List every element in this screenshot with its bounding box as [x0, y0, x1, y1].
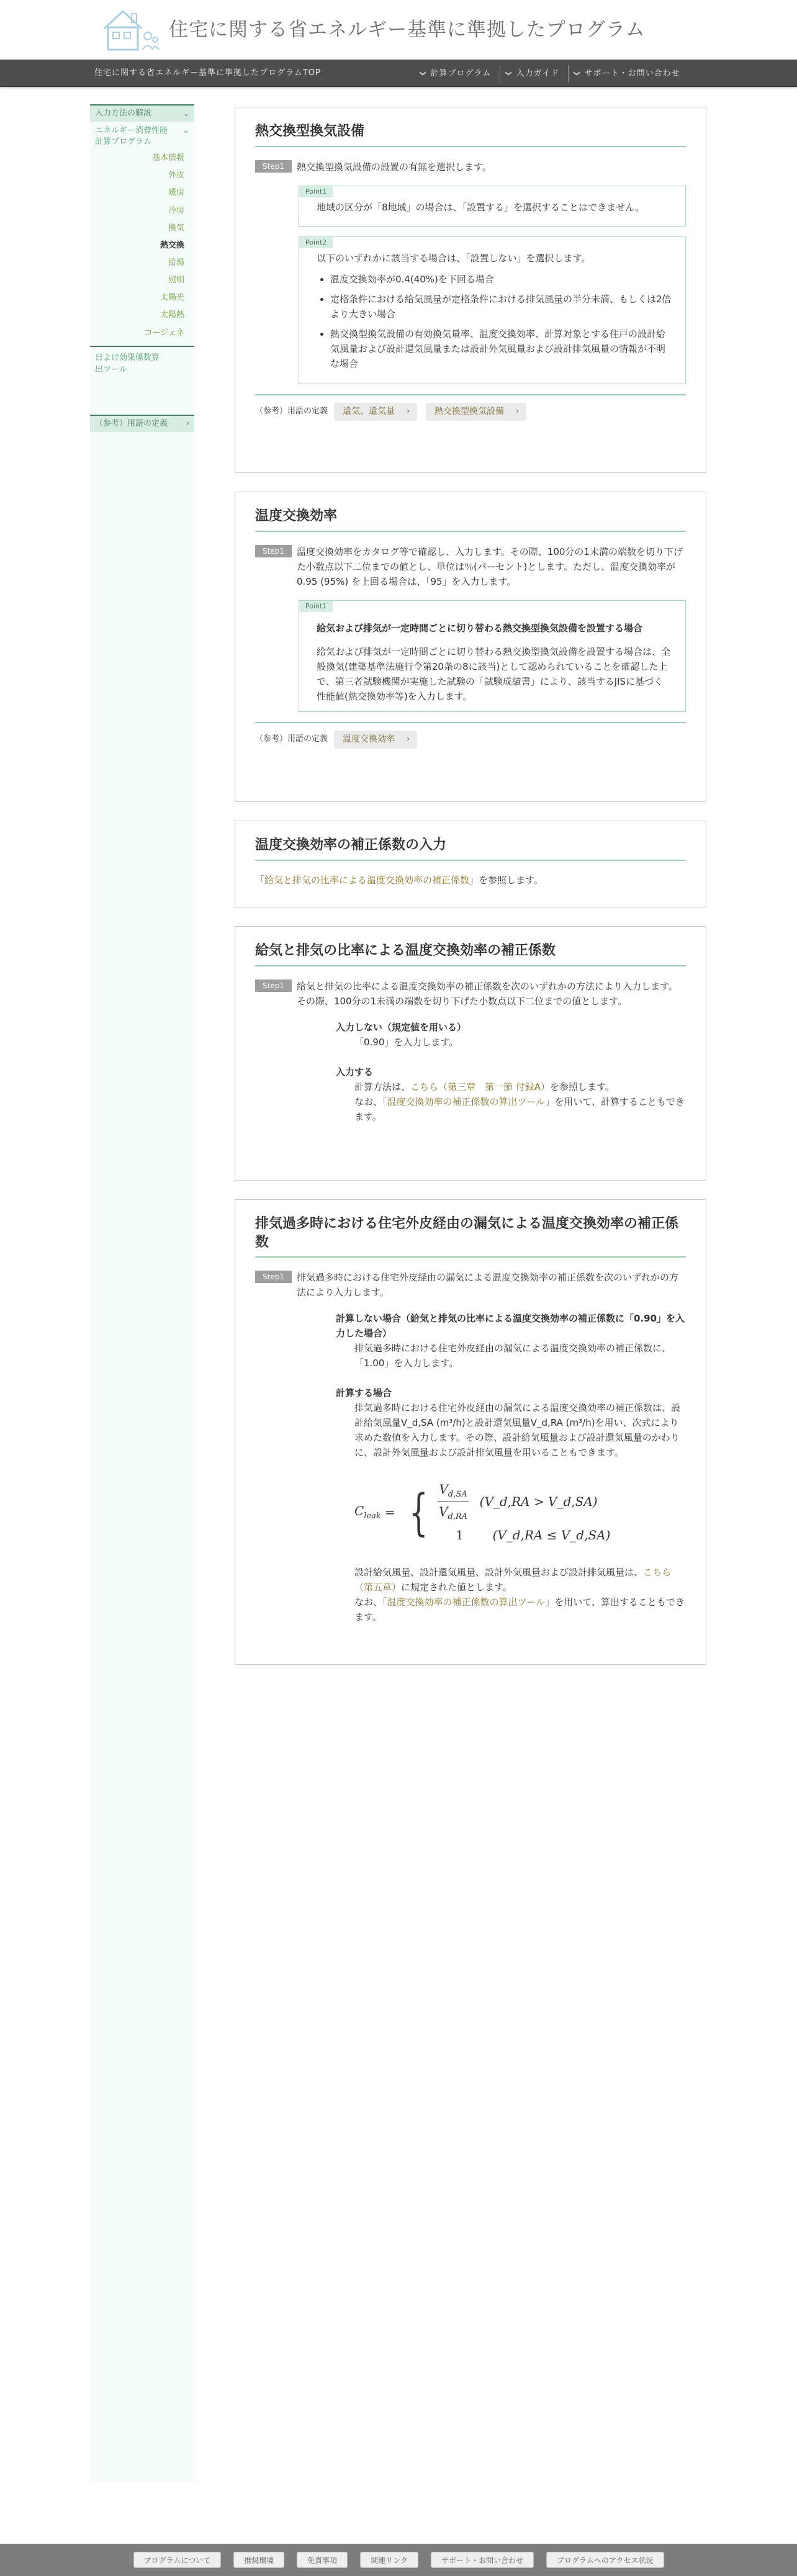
point-tag: Point1 — [299, 601, 333, 612]
step-row — [255, 160, 686, 174]
sidebar-group-energy-program[interactable] — [90, 123, 194, 150]
formula-condition: (V_d,RA > V_d,SA) — [479, 1493, 598, 1509]
leak-formula — [354, 1479, 686, 1546]
sidebar-item-heat-exchange[interactable]: 熱交換 — [160, 240, 184, 250]
note-suffix: 」を参照します。 — [469, 874, 543, 886]
card-leakage-correction — [235, 1199, 706, 1665]
chevron-down-icon: ❯ — [573, 71, 580, 77]
option-text: 排気過多時における住宅外皮経由の漏気による温度交換効率の補正係数は、設計給気風量V_d,SA (m³/h)と設計還気風量V_d,RA (m³/h)を用い、次式により求めた数値を入力します。その際、設計給気風量および設計還気風量のかわりに、設計外気風量および設計排気風量を用いることもできます。 — [354, 1402, 681, 1459]
chevron-down-icon: ⌄ — [182, 126, 189, 135]
sidebar-item-heating[interactable]: 暖房 — [168, 188, 184, 198]
ref-tag-label: 温度交換効率 — [343, 734, 395, 744]
sidebar-group-label: エネルギー消費性能計算プログラム — [95, 126, 168, 146]
text-prefix: なお、「 — [354, 1596, 387, 1608]
sidebar-item-cooling[interactable]: 冷房 — [168, 205, 184, 215]
step-badge: Step1 — [255, 980, 292, 992]
sidebar-item-lighting[interactable]: 照明 — [168, 276, 184, 286]
point-intro: 以下のいずれかに該当する場合は、「設置しない」を選択します。 — [317, 252, 591, 264]
option-text — [336, 1094, 686, 1124]
card-ratio-correction — [235, 926, 706, 1181]
note-text — [336, 1565, 686, 1595]
section-title: 温度交換効率 — [255, 507, 686, 532]
option-title: 計算しない場合（給気と排気の比率による温度交換効率の補正係数に「0.90」を入力した場合） — [336, 1313, 685, 1340]
point-tag: Point1 — [299, 186, 333, 197]
nav-item-label: サポート・お問い合わせ — [584, 68, 680, 78]
option-block — [336, 1311, 686, 1460]
sidebar-item-ventilation[interactable]: 換気 — [168, 223, 184, 233]
formula-subscript: d,RA — [448, 1511, 468, 1521]
text-suffix: 」を用いて、計算することもできます。 — [354, 1096, 685, 1122]
text-suffix: 」を用いて、算出することもできます。 — [354, 1596, 685, 1623]
card-correction-input — [235, 821, 706, 907]
chevron-down-icon: ❯ — [505, 71, 512, 77]
list-item: • 定格条件における給気風量が定格条件における排気風量の半分未満、もしくは2倍より大きい場合 — [330, 292, 672, 322]
formula-fraction — [438, 1480, 468, 1523]
global-nav — [0, 60, 797, 87]
list-item: • 熱交換型換気設備の有効換気量率、温度交換効率、計算対象とする住戸の設計給気風量および設計還気風量または設計外気風量および設計排気風量の情報が不明な場合 — [330, 327, 672, 371]
sidebar-item-cogeneration[interactable]: コージェネ — [144, 328, 184, 338]
nav-item-label: 計算プログラム — [430, 68, 492, 78]
chevron-down-icon: ❯ — [419, 71, 426, 77]
ref-tag-label: 熱交換型換気設備 — [435, 406, 505, 417]
ratio-correction-link[interactable]: 給気と排気の比率による温度交換効率の補正係数 — [264, 874, 470, 886]
sidebar-glossary-link[interactable] — [90, 415, 194, 432]
nav-menu — [415, 60, 689, 88]
formula-numerator — [438, 1480, 468, 1502]
correction-tool-link[interactable]: 温度交換効率の補正係数の算出ツール — [387, 1096, 546, 1107]
sidebar-item-hot-water[interactable]: 給湯 — [168, 258, 184, 268]
point-title: 給気および排気が一定時間ごとに切り替わる熱交換型換気設備を設置する場合 — [317, 622, 643, 634]
main-content — [235, 107, 706, 1683]
footer-link-related[interactable]: 関連リンク — [360, 2552, 418, 2568]
chevron-right-icon: › — [186, 418, 189, 428]
text-prefix: 計算方法は、 — [354, 1081, 411, 1092]
chevron-right-icon: › — [516, 406, 520, 415]
note-prefix: 「 — [255, 874, 265, 886]
option-title: 入力しない（規定値を用いる） — [336, 1021, 467, 1033]
option-title: 計算する場合 — [336, 1387, 392, 1399]
option-title: 入力する — [336, 1066, 374, 1078]
nav-top-link[interactable]: 住宅に関する省エネルギー基準に準拠したプログラムTOP — [94, 68, 321, 78]
formula-value: 1 — [456, 1527, 464, 1542]
site-header — [0, 0, 797, 60]
chevron-down-icon: ⌄ — [182, 109, 189, 118]
formula-case-1 — [438, 1480, 610, 1523]
option-block — [336, 1020, 686, 1124]
section-title: 排気過多時における住宅外皮経由の漏気による温度交換効率の補正係数 — [255, 1215, 686, 1258]
sidebar-glossary-label: （参考）用語の定義 — [95, 418, 168, 428]
ref-label: （参考）用語の定義 — [255, 407, 328, 417]
footer-link-support[interactable]: サポート・お問い合わせ — [431, 2552, 534, 2568]
footer-link-disclaimer[interactable]: 免責事項 — [297, 2552, 348, 2568]
point-box — [299, 600, 686, 712]
step-text: 熱交換型換気設備の設置の有無を選択します。 — [296, 161, 492, 173]
sidebar-section-input-method[interactable] — [90, 104, 194, 122]
step-text: 温度交換効率をカタログ等で確認し、入力します。その際、100分の1未満の端数を切り下げた小数点以下二位までの値とし、単位は％(パーセント)とします。ただし、温度交換効率が0.95 (95%) を上回る場合は、「95」を入力します。 — [296, 546, 683, 587]
list-item: • 温度交換効率が0.4(40%)を下回る場合 — [330, 272, 672, 287]
sidebar-item-basic-info[interactable]: 基本情報 — [151, 153, 184, 163]
section-title: 温度交換効率の補正係数の入力 — [255, 836, 686, 861]
sidebar-item-envelope[interactable]: 外皮 — [168, 171, 184, 181]
formula-denominator — [439, 1502, 467, 1523]
step-badge: Step1 — [255, 1271, 292, 1283]
footer-link-recommended-env[interactable]: 推奨環境 — [233, 2552, 284, 2568]
sidebar-item-solar-pv[interactable]: 太陽光 — [160, 293, 184, 303]
point-text: 給気および排気が一定時間ごとに切り替わる熱交換型換気設備を設置する場合は、全般換気(建築基準法施行令第20条の8に該当)として認められていることを確認した上で、第三者試験機関が実施した試験の「試験成績書」により、該当するJISに基づく性能値(熱交換効率等)を入力します。 — [317, 646, 671, 702]
footer-link-access-stats[interactable]: プログラムへのアクセス状況 — [546, 2552, 664, 2568]
section-title: 熱交換型換気設備 — [255, 122, 686, 147]
formula-symbol: V — [439, 1503, 448, 1519]
glossary-tag-heat-exchanger[interactable] — [426, 403, 526, 421]
sidebar — [90, 104, 194, 2482]
nav-item-calc-program[interactable] — [415, 65, 500, 83]
note-text — [336, 1595, 686, 1624]
note-text — [255, 873, 686, 888]
nav-item-input-guide[interactable] — [500, 65, 568, 83]
card-heat-exchange-ventilation — [235, 107, 706, 473]
nav-item-support[interactable] — [568, 65, 688, 83]
step-text: 排気過多時における住宅外皮経由の漏気による温度交換効率の補正係数を次のいずれかの方法により入力します。 — [296, 1272, 678, 1299]
glossary-ref-row — [255, 394, 686, 421]
formula-cases — [438, 1479, 610, 1546]
formula-condition: (V_d,RA ≤ V_d,SA) — [492, 1527, 611, 1542]
formula-notes — [336, 1565, 686, 1624]
card-temp-exchange-efficiency — [235, 492, 706, 802]
formula-subscript: leak — [364, 1511, 381, 1521]
option-text — [336, 1079, 686, 1094]
chevron-right-icon: › — [407, 406, 410, 415]
chapter5-link[interactable]: こちら（第五章） — [354, 1566, 672, 1593]
glossary-ref-row — [255, 722, 686, 749]
ref-label: （参考）用語の定義 — [255, 734, 328, 744]
formula-equals: = — [384, 1505, 395, 1520]
point-list — [317, 272, 672, 371]
glossary-tag-temp-efficiency[interactable] — [334, 731, 417, 749]
section-title: 給気と排気の比率による温度交換効率の補正係数 — [255, 942, 686, 966]
step-badge: Step1 — [255, 545, 292, 557]
formula-symbol: V — [439, 1482, 448, 1497]
sidebar-item-solar-thermal[interactable]: 太陽熱 — [160, 310, 184, 320]
chapter3-appendix-link[interactable]: こちら（第三章 第一節 付録A） — [410, 1081, 551, 1092]
nav-item-label: 入力ガイド — [516, 68, 560, 78]
step-text: 給気と排気の比率による温度交換効率の補正係数を次のいずれかの方法により入力します。その際、100分の1未満の端数を切り下げた小数点以下二位までの値とします。 — [296, 980, 678, 1007]
site-title[interactable]: 住宅に関する省エネルギー基準に準拠したプログラム — [169, 18, 646, 41]
formula-brace: { — [408, 1483, 428, 1541]
step-row — [255, 544, 686, 589]
sidebar-divider — [90, 346, 194, 347]
option-text: 排気過多時における住宅外皮経由の漏気による温度交換効率の補正係数に、「1.00」を入力します。 — [354, 1343, 672, 1369]
point-text: 地域の区分が「8地域」の場合は、「設置する」を選択することはできません。 — [317, 201, 644, 213]
sidebar-item-shading-tool[interactable]: 日よけ効果係数算出ツール — [95, 353, 160, 375]
option-text: 「0.90」を入力します。 — [354, 1036, 459, 1048]
house-logo-icon[interactable] — [99, 5, 161, 55]
point-box — [299, 186, 686, 227]
formula-lhs — [354, 1502, 381, 1523]
formula-case-2 — [438, 1526, 610, 1545]
correction-tool-link[interactable]: 温度交換効率の補正係数の算出ツール — [387, 1596, 546, 1608]
glossary-tag-return-air[interactable] — [334, 403, 417, 421]
formula-subscript: d,SA — [448, 1490, 467, 1500]
site-footer — [0, 2544, 797, 2576]
ref-tag-label: 還気、還気量 — [343, 406, 395, 417]
chevron-right-icon: › — [407, 734, 410, 743]
text-prefix: 設計給気風量、設計還気風量、設計外気風量および設計排気風量は、 — [354, 1566, 644, 1578]
step-badge: Step1 — [255, 160, 292, 173]
sidebar-section-label: 入力方法の解説 — [95, 108, 152, 118]
text-suffix: に規定された値とします。 — [401, 1581, 512, 1593]
point-tag: Point2 — [299, 237, 333, 248]
step-row — [255, 1270, 686, 1300]
text-suffix: を参照します。 — [550, 1081, 615, 1092]
step-row — [255, 979, 686, 1009]
point-box — [299, 236, 686, 384]
footer-link-about[interactable]: プログラムについて — [133, 2552, 222, 2568]
text-prefix: なお、「 — [354, 1096, 387, 1107]
formula-symbol: C — [354, 1503, 364, 1519]
